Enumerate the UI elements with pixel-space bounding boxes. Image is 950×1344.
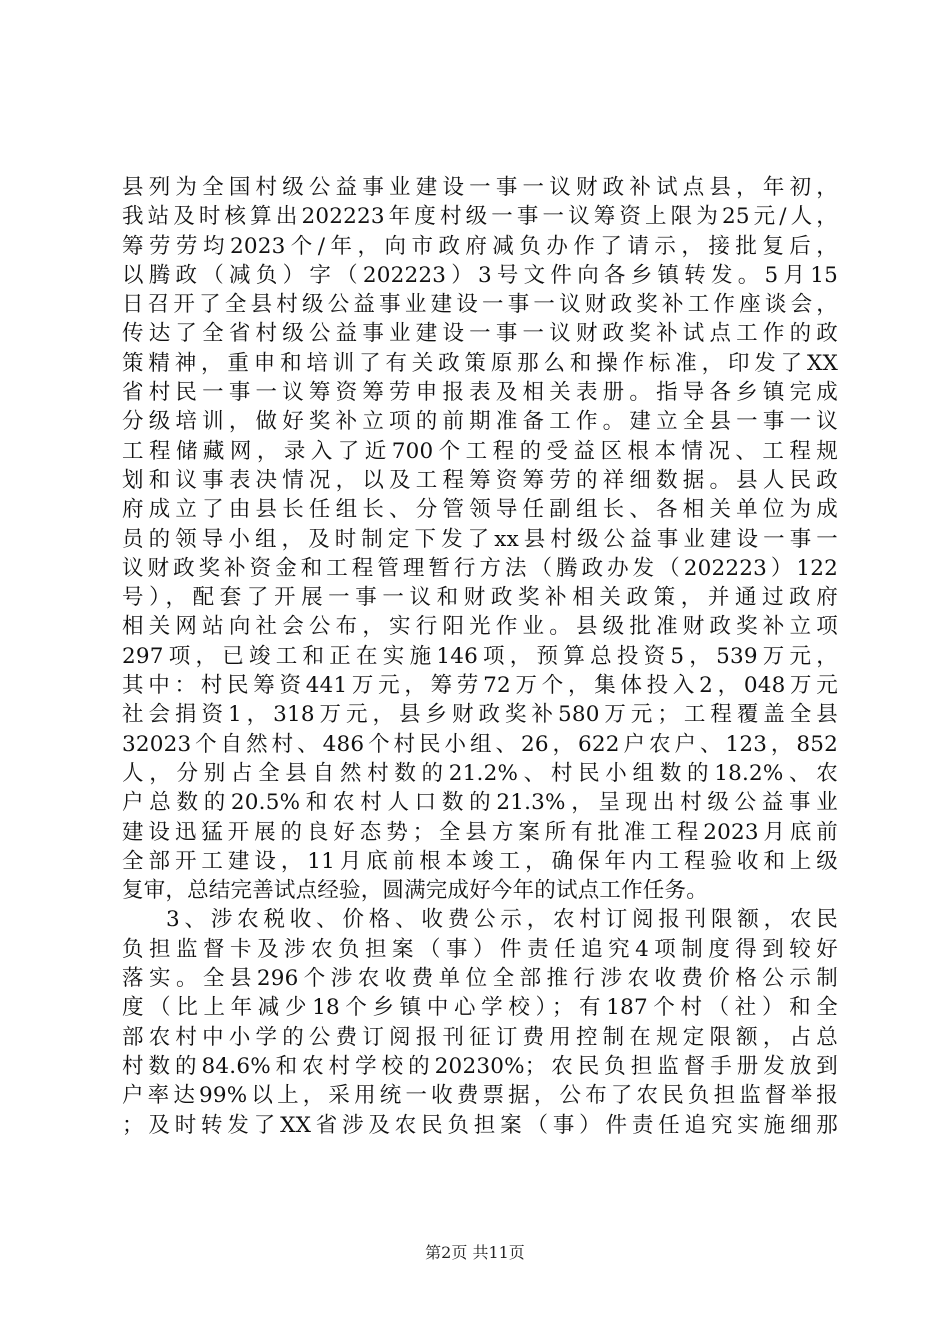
- text-line: 建设迅猛开展的良好态势；全县方案所有批准工程2023月底前: [122, 819, 838, 845]
- text-line: 负担监督卡及涉农负担案（事）件责任追究4项制度得到较好: [122, 936, 838, 962]
- text-line: 297项，已竣工和正在实施146项，预算总投资5，539万元，: [122, 643, 838, 669]
- text-line: 划和议事表决情况，以及工程筹资筹劳的祥细数据。县人民政: [122, 467, 838, 493]
- text-line: 相关网站向社会公布，实行阳光作业。县级批准财政奖补立项: [122, 614, 838, 640]
- text-line: 传达了全省村级公益事业建设一事一议财政奖补试点工作的政: [122, 321, 838, 347]
- text-line: 村数的84.6%和农村学校的20230%；农民负担监督手册发放到: [122, 1053, 838, 1079]
- text-line: 工程储藏网，录入了近700个工程的受益区根本情况、工程规: [122, 438, 838, 464]
- text-line: 人，分别占全县自然村数的21.2%、村民小组数的18.2%、农: [122, 760, 838, 786]
- page-number-footer: 第2页 共11页: [425, 1243, 525, 1262]
- text-line: 社会捐资1，318万元，县乡财政奖补580万元；工程覆盖全县: [122, 702, 838, 728]
- text-line: 策精神，重申和培训了有关政策原那么和操作标准，印发了XX: [122, 350, 838, 376]
- text-line: 32023个自然村、486个村民小组、26，622户农户、123，852: [122, 731, 838, 757]
- text-line: 我站及时核算出202223年度村级一事一议筹资上限为25元/人，: [122, 204, 838, 230]
- text-line: 议财政奖补资金和工程管理暂行方法（腾政办发（202223）122: [122, 555, 838, 581]
- text-line: 全部开工建设，11月底前根本竣工，确保年内工程验收和上级: [122, 848, 838, 874]
- paragraph-start-line: 3、涉农税收、价格、收费公示，农村订阅报刊限额，农民: [166, 907, 838, 933]
- text-line: 其中：村民筹资441万元，筹劳72万个，集体投入2，048万元: [122, 673, 838, 699]
- document-body: [122, 173, 838, 1140]
- text-line: 分级培训，做好奖补立项的前期准备工作。建立全县一事一议: [122, 409, 838, 435]
- text-line: ；及时转发了XX省涉及农民负担案（事）件责任追究实施细那: [122, 1112, 838, 1138]
- text-line: 复审，总结完善试点经验，圆满完成好今年的试点工作任务。: [122, 878, 708, 904]
- text-line: 日召开了全县村级公益事业建设一事一议财政奖补工作座谈会，: [122, 292, 838, 318]
- text-line: 县列为全国村级公益事业建设一事一议财政补试点县，年初，: [122, 175, 838, 200]
- text-line: 省村民一事一议筹资筹劳申报表及相关表册。指导各乡镇完成: [122, 380, 838, 406]
- text-line: 部农村中小学的公费订阅报刊征订费用控制在规定限额，占总: [122, 1024, 838, 1050]
- text-line: 落实。全县296个涉农收费单位全部推行涉农收费价格公示制: [122, 966, 838, 992]
- text-line: 员的领导小组，及时制定下发了xx县村级公益事业建设一事一: [122, 526, 838, 552]
- text-line: 筹劳劳均2023个/年，向市政府减负办作了请示，接批复后，: [122, 233, 838, 259]
- text-line: 户率达99%以上，采用统一收费票据，公布了农民负担监督举报: [122, 1083, 838, 1109]
- text-line: 以腾政（减负）字（202223）3号文件向各乡镇转发。5月15: [122, 262, 838, 288]
- text-line: 户总数的20.5%和农村人口数的21.3%，呈现出村级公益事业: [122, 790, 838, 816]
- text-line: 府成立了由县长任组长、分管领导任副组长、各相关单位为成: [122, 497, 838, 523]
- text-line: 号），配套了开展一事一议和财政奖补相关政策，并通过政府: [122, 585, 838, 611]
- text-line: 度（比上年减少18个乡镇中心学校）；有187个村（社）和全: [122, 995, 838, 1021]
